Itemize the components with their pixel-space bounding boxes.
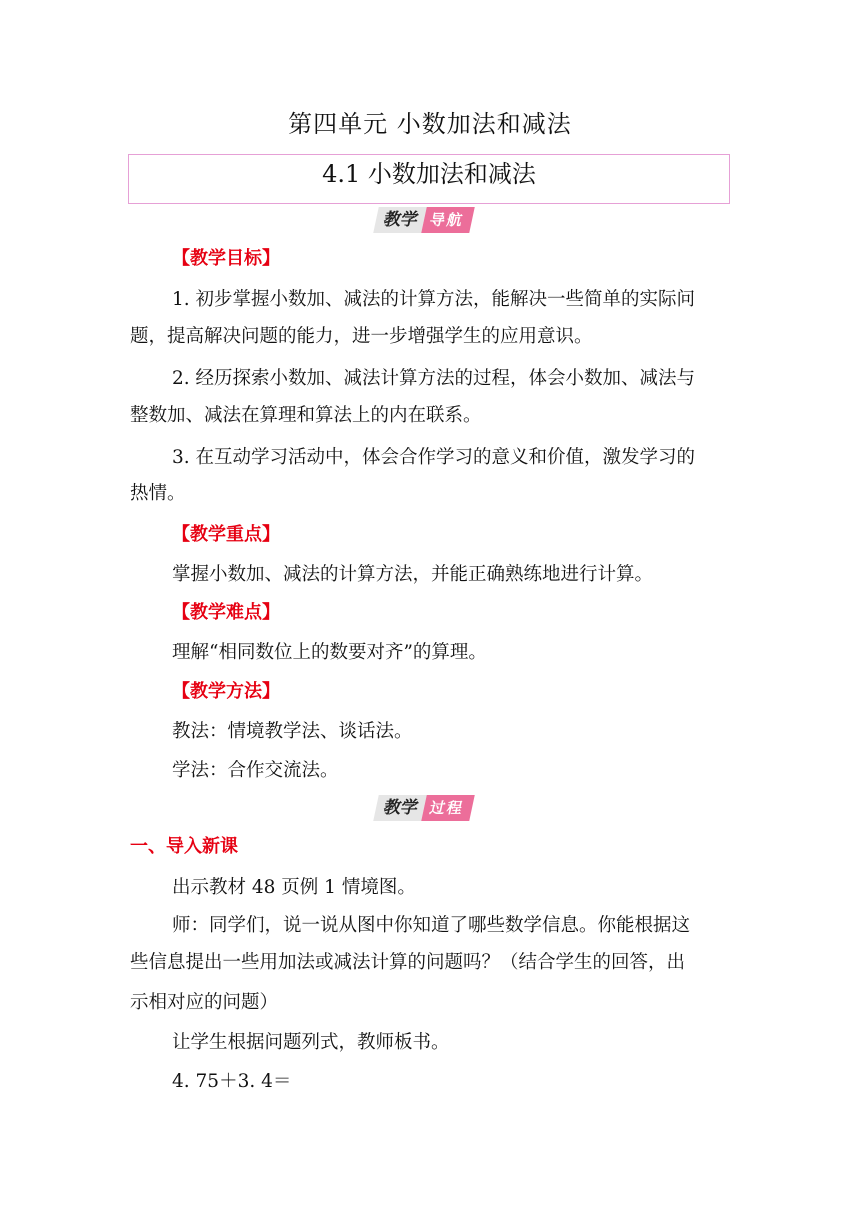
key-points-text: 掌握小数加、减法的计算方法，并能正确熟练地进行计算。 [172,564,654,585]
goals-heading: 【教学目标】 [172,248,280,269]
difficulty-text: 理解“相同数位上的数要对齐”的算理。 [172,642,487,663]
method-heading: 【教学方法】 [172,681,280,702]
lesson-title: 4.1 小数加法和减法 [322,160,536,188]
intro-paragraph-3: 让学生根据问题列式，教师板书。 [172,1032,450,1053]
badge-left-label: 教学 [373,207,427,233]
goal2-line2: 整数加、减法在算理和算法上的内在联系。 [130,405,482,426]
unit-title: 第四单元 小数加法和减法 [288,110,572,138]
teaching-process-badge [376,795,472,821]
badge-left-label: 教学 [373,795,427,821]
intro-heading: 一、导入新课 [130,836,238,857]
goal1-line1: 1. 初步掌握小数加、减法的计算方法，能解决一些简单的实际问 [172,289,696,310]
intro-paragraph-1: 出示教材 48 页例 1 情境图。 [172,877,416,898]
badge-right-label: 过程 [421,795,475,821]
intro-paragraph-2-line1: 师：同学们，说一说从图中你知道了哪些数学信息。你能根据这 [172,915,691,936]
intro-paragraph-2-line3: 示相对应的问题） [130,992,279,1013]
goal3-line2: 热情。 [130,483,186,504]
difficulty-heading: 【教学难点】 [172,602,280,623]
key-points-heading: 【教学重点】 [172,524,280,545]
badge-right-label: 导航 [421,207,475,233]
teaching-nav-badge [376,207,472,233]
goal3-line1: 3. 在互动学习活动中，体会合作学习的意义和价值，激发学习的 [172,447,696,468]
goal1-line2: 题，提高解决问题的能力，进一步增强学生的应用意识。 [130,326,593,347]
equation-line: 4. 75＋3. 4＝ [172,1071,292,1092]
method-learn-text: 学法：合作交流法。 [172,760,339,781]
intro-paragraph-2-line2: 些信息提出一些用加法或减法计算的问题吗？（结合学生的回答，出 [130,952,686,973]
goal2-line1: 2. 经历探索小数加、减法计算方法的过程，体会小数加、减法与 [172,368,696,389]
method-teach-text: 教法：情境教学法、谈话法。 [172,721,413,742]
